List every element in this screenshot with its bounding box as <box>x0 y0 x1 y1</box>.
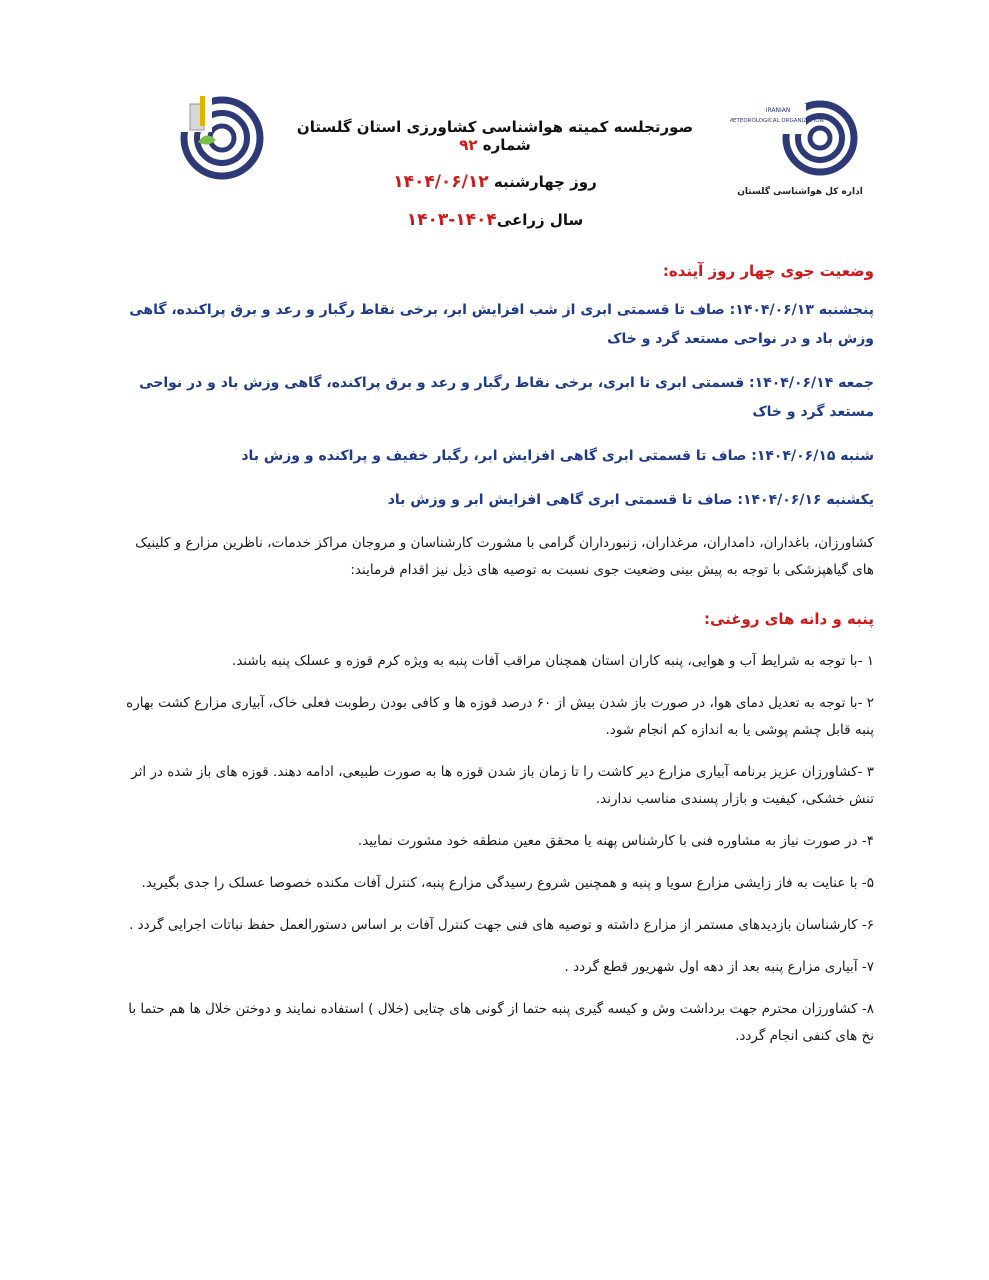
cotton-advice-4: ۴- در صورت نیاز به مشاوره فنی با کارشناس پهنه یا محقق معین منطقه خود مشورت نمایید. <box>357 833 874 849</box>
session-number: ۹۲ <box>459 136 478 154</box>
committee-title-text: صورتجلسه کمیته هواشناسی کشاورزی استان گلستان شماره <box>296 118 694 154</box>
cotton-advice-3: ۳ -کشاورزان عزیز برنامه آبیاری مزارع دیر کاشت را تا زمان باز شدن قوزه ها به صورت طبیعی، ادامه دهند. قوزه های باز شده در اثر تنش خشکی، کیفیت و بازار پسندی مناسب ندارند. <box>131 764 874 807</box>
logo-latin-text: METEOROLOGICAL ORGANIZATION <box>730 118 824 124</box>
forecast-day-3: شنبه ۱۴۰۴/۰۶/۱۵: صاف تا قسمتی ابری گاهی افزایش ابر، رگبار خفیف و پراکنده و وزش باد <box>241 448 874 464</box>
document-header <box>280 118 710 230</box>
session-date: ۱۴۰۴/۰۶/۱۲ <box>393 172 489 192</box>
session-day-label: روز چهارشنبه <box>488 173 597 191</box>
svg-text:IRANIAN: IRANIAN <box>765 107 791 114</box>
cotton-section-title: پنبه و دانه های روغنی: <box>703 610 874 628</box>
cotton-advice-2: ۲ -با توجه به تعدیل دمای هوا، در صورت باز شدن بیش از ۶۰ درصد قوزه ها و کافی بودن رطوبت فعلی خاک، آبیاری مزارع کشت بهاره پنبه قابل چشم پوشی یا به اندازه کم انجام شود. <box>126 695 874 738</box>
agricultural-logo <box>170 90 265 185</box>
crop-year-label: سال زراعی <box>496 211 584 229</box>
session-date-line <box>280 172 710 192</box>
forecast-day-1: پنجشنبه ۱۴۰۴/۰۶/۱۳: صاف تا قسمتی ابری از شب افزایش ابر، برخی نقاط رگبار و رعد و برق پراکنده، گاهی وزش باد و در نواحی مستعد گرد و خاک <box>129 302 874 347</box>
cotton-advice-1: ۱ -با توجه به شرایط آب و هوایی، پنبه کاران استان همچنان مراقب آفات پنبه به ویژه کرم قوزه و عسلک پنبه باشند. <box>231 653 874 669</box>
forecast-day-2: جمعه ۱۴۰۴/۰۶/۱۴: قسمتی ابری تا ابری، برخی نقاط رگبار و رعد و برق پراکنده، گاهی وزش باد و در نواحی مستعد گرد و خاک <box>139 375 874 420</box>
cotton-advice-5: ۵- با عنایت به فاز زایشی مزارع سویا و پنبه و همچنین شروع رسیدگی مزارع پنبه، کنترل آفات مکنده خصوصا عسلک را جدی بگیرید. <box>141 875 874 891</box>
crop-year-line <box>280 210 710 230</box>
forecast-section-title: وضعیت جوی چهار روز آینده: <box>662 262 874 280</box>
advisory-intro: کشاورزان، باغداران، دامداران، مرغداران، زنبورداران گرامی با مشورت کارشناسان و مروجان مراکز خدمات، ناظرین مزارع و کلینیک های گیاهپزشکی با توجه به پیش بینی وضعیت جوی نسبت به توصیه های ذیل نیز اقدام فرمایند: <box>135 535 874 578</box>
logo-caption: اداره کل هواشناسی گلستان <box>737 187 863 197</box>
forecast-day-4: یکشنبه ۱۴۰۴/۰۶/۱۶: صاف تا قسمتی ابری گاهی افزایش ابر و وزش باد <box>387 492 874 508</box>
committee-title <box>280 118 710 154</box>
meteorological-organization-logo <box>730 90 870 200</box>
cotton-advice-7: ۷- آبیاری مزارع پنبه بعد از دهه اول شهریور قطع گردد . <box>564 959 874 975</box>
document-body <box>114 262 874 1065</box>
crop-year-value: ۱۴۰۴-۱۴۰۳ <box>406 210 497 230</box>
cotton-advice-8: ۸- کشاورزان محترم جهت برداشت وش و کیسه گیری پنبه حتما از گونی های چتایی (خلال ) استفاده نمایند و دوختن خلال ها هم حتما با نخ های کنفی انجام گردد. <box>128 1001 874 1044</box>
cotton-advice-6: ۶- کارشناسان بازدیدهای مستمر از مزارع داشته و توصیه های فنی جهت کنترل آفات بر اساس دستورالعمل حفظ نباتات اجرایی گردد . <box>129 917 874 933</box>
